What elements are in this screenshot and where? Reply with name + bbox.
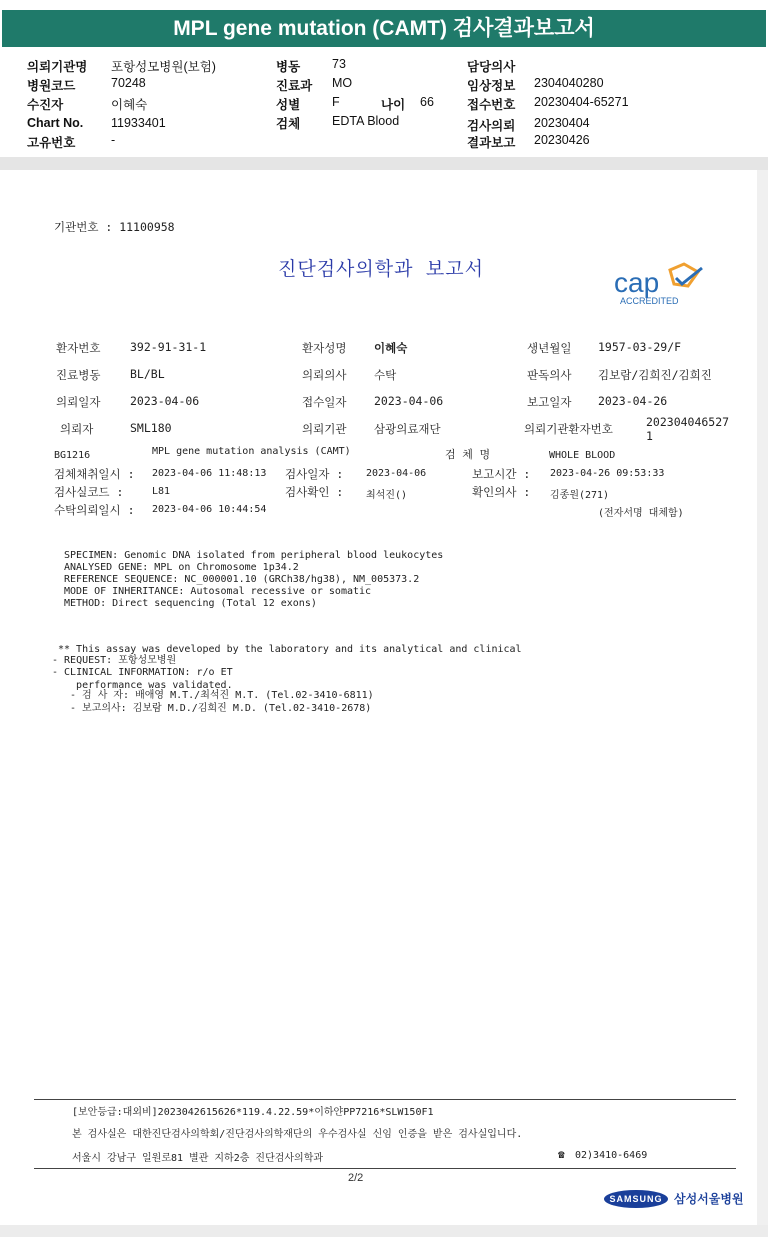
institution-number: 기관번호 : 11100958 bbox=[54, 220, 175, 234]
room-label: 검사실코드 : bbox=[54, 485, 124, 499]
info-label-receipt-no: 접수번호 bbox=[467, 98, 516, 112]
info-label-sex: 성별 bbox=[276, 98, 301, 112]
label-birth: 생년월일 bbox=[527, 341, 572, 355]
info-label-ward: 병동 bbox=[276, 60, 301, 74]
receive-label: 수탁의뢰일시 : bbox=[54, 503, 135, 517]
lab-phone: 02)3410-6469 bbox=[575, 1150, 648, 1161]
label-reader: 판독의사 bbox=[527, 368, 572, 382]
request-block bbox=[52, 655, 233, 679]
info-label-result-date: 결과보고 bbox=[467, 136, 516, 150]
body-line: SPECIMEN: Genomic DNA isolated from peripheral blood leukocytes bbox=[64, 550, 444, 561]
value-inst-patient-no: 202304046527 bbox=[646, 415, 730, 429]
info-value-ward: 73 bbox=[332, 57, 346, 71]
info-value-sex: F bbox=[332, 95, 340, 109]
label-patient-no: 환자번호 bbox=[56, 341, 101, 355]
info-value-clinical: 2304040280 bbox=[534, 76, 604, 90]
info-value-receipt-no: 20230404-65271 bbox=[534, 95, 629, 109]
body-line: METHOD: Direct sequencing (Total 12 exons) bbox=[64, 598, 317, 609]
info-value-result-date: 20230426 bbox=[534, 133, 590, 147]
test-code: BG1216 bbox=[54, 450, 91, 461]
label-inst-patient-no: 의뢰기관환자번호 bbox=[524, 422, 613, 436]
reporttime-value: 2023-04-26 09:53:33 bbox=[550, 468, 665, 479]
value-requester: SML180 bbox=[130, 421, 172, 435]
lab-address: 서울시 강남구 일원로81 별관 지하2층 진단검사의학과 bbox=[72, 1153, 324, 1164]
cap-logo bbox=[612, 262, 708, 308]
staff-line: - 보고의사: 김보람 M.D./김희진 M.D. (Tel.02-3410-2678) bbox=[70, 703, 372, 714]
reporttime-label: 보고시간 : bbox=[472, 467, 531, 481]
footer-rule-top bbox=[34, 1099, 736, 1100]
body-line: ANALYSED GENE: MPL on Chromosome 1p34.2 bbox=[64, 562, 299, 573]
info-label-unique-no: 고유번호 bbox=[27, 136, 76, 150]
body-line: REFERENCE SEQUENCE: NC_000001.10 (GRCh38/hg38), NM_005373.2 bbox=[64, 574, 420, 585]
label-report-date: 보고일자 bbox=[527, 395, 572, 409]
page-title: MPL gene mutation (CAMT) 검사결과보고서 bbox=[173, 17, 595, 40]
value-birth: 1957-03-29/F bbox=[598, 340, 682, 354]
value-patient-name: 이혜숙 bbox=[374, 341, 408, 355]
value-reader: 김보람/김희진/김희진 bbox=[598, 368, 712, 382]
info-value-institution: 포항성모병원(보험) bbox=[111, 60, 216, 74]
report-title: 진단검사의학과 보고서 bbox=[278, 258, 484, 280]
cap-logo-text: cap bbox=[614, 267, 660, 298]
label-ward: 진료병동 bbox=[56, 368, 101, 382]
esign-note: (전자서명 대체함) bbox=[598, 508, 684, 519]
samsung-logo-text: SAMSUNG bbox=[609, 1194, 663, 1204]
test-name: MPL gene mutation analysis (CAMT) bbox=[152, 446, 351, 457]
note-line: performance was validated. bbox=[58, 680, 233, 691]
label-requester: 의뢰자 bbox=[60, 422, 94, 436]
info-label-patient: 수진자 bbox=[27, 98, 64, 112]
specimen-value: WHOLE BLOOD bbox=[549, 450, 616, 461]
certification-text: 본 검사실은 대한진단검사의학회/진단검사의학재단의 우수검사실 신임 인증을 받은 검사실입니다. bbox=[72, 1129, 523, 1140]
info-label-clinical: 임상정보 bbox=[467, 79, 516, 93]
method-block bbox=[64, 550, 443, 610]
info-value-chart-no: 11933401 bbox=[111, 116, 166, 130]
confirmdoc-label: 확인의사 : bbox=[472, 485, 531, 499]
info-value-department: MO bbox=[332, 76, 353, 90]
page-bottom-band bbox=[0, 1225, 768, 1237]
specimen-label: 검 체 명 bbox=[445, 448, 491, 461]
request-line: - REQUEST: 포항성모병원 bbox=[52, 655, 177, 666]
info-label-hospital-code: 병원코드 bbox=[27, 79, 76, 93]
info-label-chart-no: Chart No. bbox=[27, 116, 84, 130]
value-report-date: 2023-04-26 bbox=[598, 394, 668, 408]
info-label-specimen: 검체 bbox=[276, 117, 301, 131]
label-req-doctor: 의뢰의사 bbox=[302, 368, 347, 382]
info-label-doctor: 담당의사 bbox=[467, 60, 516, 74]
value-patient-no: 392-91-31-1 bbox=[130, 340, 207, 354]
request-line: - CLINICAL INFORMATION: r/o ET bbox=[52, 667, 233, 678]
info-label-department: 진료과 bbox=[276, 79, 313, 93]
divider-band bbox=[0, 157, 768, 170]
value-recv-date: 2023-04-06 bbox=[374, 394, 444, 408]
collect-value: 2023-04-06 11:48:13 bbox=[152, 468, 267, 479]
testdate-value: 2023-04-06 bbox=[366, 468, 427, 479]
collect-label: 검체채취일시 : bbox=[54, 467, 135, 481]
value-req-date: 2023-04-06 bbox=[130, 394, 200, 408]
confirmdoc-value: 김종원(271) bbox=[550, 490, 610, 501]
label-patient-name: 환자성명 bbox=[302, 341, 347, 355]
body-line: MODE OF INHERITANCE: Autosomal recessive or somatic bbox=[64, 586, 372, 597]
report-header bbox=[0, 0, 768, 58]
value-inst-patient-no-cont: 1 bbox=[646, 429, 653, 443]
label-req-inst: 의뢰기관 bbox=[302, 422, 347, 436]
confirm-label: 검사확인 : bbox=[285, 485, 344, 499]
info-label-age: 나이 bbox=[381, 98, 406, 112]
hospital-name: 삼성서울병원 bbox=[674, 1192, 744, 1206]
confirm-value: 최석진() bbox=[366, 490, 408, 501]
info-value-patient: 이혜숙 bbox=[111, 98, 148, 112]
info-label-request-date: 검사의뢰 bbox=[467, 119, 516, 133]
note-line: ** This assay was developed by the laboratory and its analytical and clinical bbox=[58, 644, 522, 655]
value-ward: BL/BL bbox=[130, 367, 165, 381]
page-number: 2/2 bbox=[348, 1172, 364, 1184]
info-value-hospital-code: 70248 bbox=[111, 76, 146, 90]
label-recv-date: 접수일자 bbox=[302, 395, 347, 409]
staff-block bbox=[70, 689, 374, 715]
value-req-doctor: 수탁 bbox=[374, 368, 397, 382]
receive-value: 2023-04-06 10:44:54 bbox=[152, 504, 267, 515]
info-value-specimen: EDTA Blood bbox=[332, 114, 400, 128]
samsung-logo bbox=[604, 1190, 668, 1208]
cap-accredited-text: ACCREDITED bbox=[620, 296, 679, 306]
footer-rule-bottom bbox=[34, 1168, 736, 1169]
phone-icon: ☎ bbox=[558, 1148, 565, 1161]
security-line: [보안등급:대외비]2023042615626*119.4.22.59*이하얀PP7216*SLW150F1 bbox=[72, 1107, 434, 1118]
info-value-unique-no: - bbox=[111, 133, 116, 147]
room-value: L81 bbox=[152, 486, 171, 497]
info-value-age: 66 bbox=[420, 95, 434, 109]
info-value-request-date: 20230404 bbox=[534, 116, 590, 130]
staff-line: - 검 사 자: 배애영 M.T./최석진 M.T. (Tel.02-3410-6811) bbox=[70, 690, 374, 701]
page-edge bbox=[757, 170, 768, 1237]
value-req-inst: 삼광의료재단 bbox=[374, 422, 441, 436]
testdate-label: 검사일자 : bbox=[285, 467, 344, 481]
info-label-institution: 의뢰기관명 bbox=[27, 60, 88, 74]
label-req-date: 의뢰일자 bbox=[56, 395, 101, 409]
